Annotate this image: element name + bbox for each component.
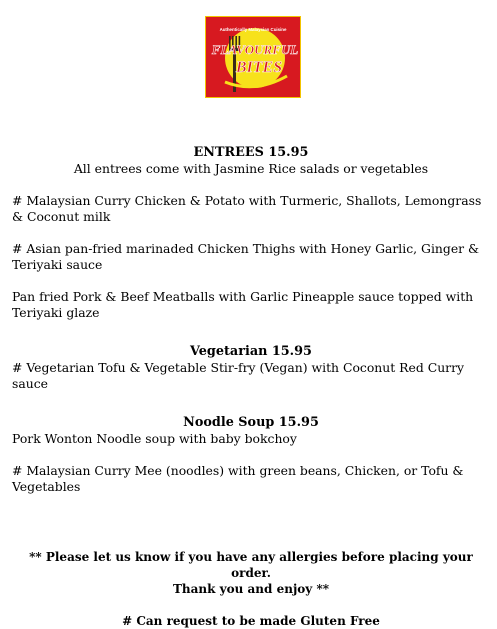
restaurant-logo xyxy=(205,16,301,98)
section-title-noodle-soup: Noodle Soup 15.95 xyxy=(183,415,319,430)
gluten-free-notice: # Can request to be made Gluten Free xyxy=(122,614,380,628)
menu-item: # Asian pan-fried marinaded Chicken Thighs with Honey Garlic, Ginger & Teriyaki sauce xyxy=(12,241,480,272)
allergy-notice-line2: Thank you and enjoy ** xyxy=(173,582,329,596)
section-vegetarian xyxy=(12,343,490,392)
section-title-vegetarian: Vegetarian 15.95 xyxy=(190,344,312,359)
section-title-entrees: ENTREES 15.95 xyxy=(193,145,309,160)
allergy-notice-line1: ** Please let us know if you have any allergies before placing your order. xyxy=(29,550,473,580)
menu-item: Pan fried Pork & Beef Meatballs with Garlic Pineapple sauce topped with Teriyaki glaze xyxy=(12,289,474,320)
logo-line2: BITES xyxy=(235,59,283,76)
section-subtitle-entrees: All entrees come with Jasmine Rice salads or vegetables xyxy=(73,161,429,176)
menu-item: # Vegetarian Tofu & Vegetable Stir-fry (Vegan) with Coconut Red Curry sauce xyxy=(12,360,465,391)
menu-item: Pork Wonton Noodle soup with baby bokchoy xyxy=(12,431,297,446)
logo-tagline: Authentically Malaysian Cuisine xyxy=(219,27,287,32)
section-entrees xyxy=(12,144,490,321)
footer-notices xyxy=(12,549,490,629)
logo-graphic xyxy=(205,16,301,98)
section-noodle-soup xyxy=(12,414,490,495)
menu-item: # Malaysian Curry Mee (noodles) with green beans, Chicken, or Tofu & Vegetables xyxy=(12,463,464,494)
menu-content xyxy=(12,144,490,629)
menu-item: # Malaysian Curry Chicken & Potato with Turmeric, Shallots, Lemongrass & Coconut milk xyxy=(12,193,482,224)
logo-line1: FLAVOURFUL xyxy=(211,42,299,57)
